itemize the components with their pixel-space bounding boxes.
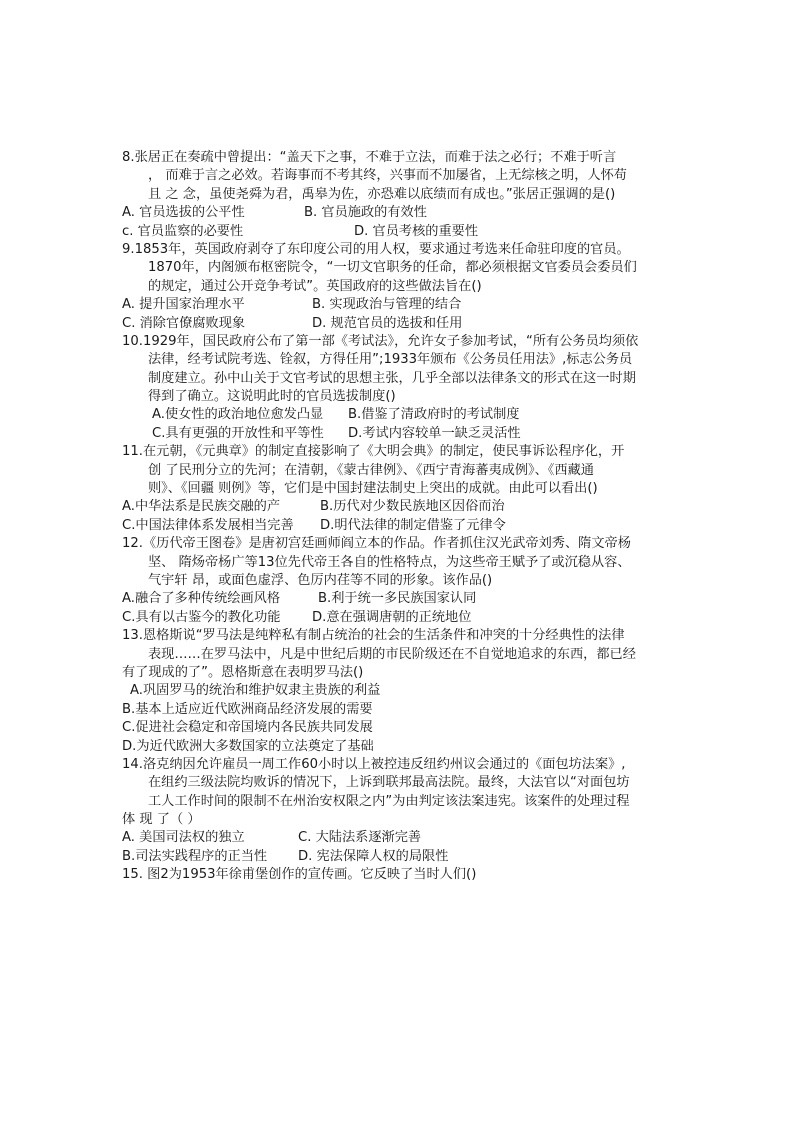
question-9 — [122, 241, 662, 333]
question-8-stem-line-3: 且 之 念，虽使尧舜为君，禹皋为佐，亦恐难以底绩而有成也。”张居正强调的是() — [148, 186, 616, 202]
question-13-option-a[interactable]: A.巩固罗马的统治和维护奴隶主贵族的利益 — [130, 683, 381, 699]
question-8-stem-line-1: 8.张居正在奏疏中曾提出：“盖天下之事，不难于立法，而难于法之必行；不难于听言 — [122, 150, 617, 165]
question-11-option-d[interactable]: D.明代法律的制定借鉴了元律令 — [320, 517, 506, 533]
question-list — [122, 149, 662, 885]
question-8-option-d[interactable]: D. 官员考核的重要性 — [354, 223, 479, 239]
question-9-option-b[interactable]: B. 实现政治与管理的结合 — [312, 297, 462, 313]
question-10-stem-line-3: 制度建立。孙中山关于文官考试的思想主张，几乎全部以法律条文的形式在这一时期 — [148, 370, 636, 386]
question-8-stem-line-2: ， 而难于言之必效。若诲事而不考其终，兴事而不加屡省，上无综核之明，人怀苟 — [148, 168, 627, 184]
question-8-option-c[interactable]: c. 官员监察的必要性 — [122, 223, 244, 239]
question-8-option-a[interactable]: A. 官员选拔的公平性 — [122, 205, 245, 221]
question-11-option-c[interactable]: C.中国法律体系发展相当完善 — [122, 517, 294, 533]
question-13-stem-line-2: 表现……在罗马法中，凡是中世纪后期的市民阶级还在不自觉地追求的东西，都已经 — [148, 646, 636, 662]
question-14-options-row-2 — [122, 848, 662, 866]
question-14-option-c[interactable]: C. 大陆法系逐渐完善 — [298, 830, 422, 846]
question-12-stem-line-1: 12.《历代帝王图卷》是唐初宫廷画师阎立本的作品。作者抓住汉光武帝刘秀、隋文帝杨 — [122, 536, 631, 552]
question-13-option-d[interactable]: D.为近代欧洲大多数国家的立法奠定了基础 — [122, 738, 374, 754]
question-9-option-c[interactable]: C. 消除官僚腐败现象 — [122, 315, 246, 331]
question-15 — [122, 866, 662, 884]
question-13-stem-line-1: 13.恩格斯说“罗马法是纯粹私有制占统治的社会的生活条件和冲突的十分经典性的法律 — [122, 628, 625, 644]
question-11 — [122, 443, 662, 535]
question-13-option-b[interactable]: B.基本上适应近代欧洲商品经济发展的需要 — [122, 701, 373, 717]
question-11-stem-line-1: 11.在元朝，《元典章》的制定直接影响了《大明会典》的制定，使民事诉讼程序化，开 — [122, 444, 625, 460]
question-12-options-row-1 — [122, 590, 662, 608]
question-11-options-row-2 — [122, 517, 662, 535]
question-11-option-a[interactable]: A.中华法系是民族交融的产 — [122, 499, 281, 515]
question-13 — [122, 627, 662, 756]
question-11-stem-line-2: 创 了民刑分立的先河；在清朝，《蒙古律例》、《西宁青海蕃夷成例》、《西藏通 — [148, 462, 594, 478]
question-14-stem-line-1: 14.洛克纳因允许雇员一周工作60小时以上被控违反纽约州议会通过的《面包坊法案》, — [122, 756, 626, 772]
question-12-option-d[interactable]: D.意在强调唐朝的正统地位 — [312, 609, 472, 625]
question-12 — [122, 535, 662, 627]
question-9-stem-line-1: 9.1853年，英国政府剥夺了东印度公司的用人权，要求通过考选来任命驻印度的官员。 — [122, 241, 630, 257]
question-9-stem-line-2: 1870年，内阁颁布枢密院令，“一切文官职务的任命，都必须根据文官委员会委员们 — [148, 260, 637, 276]
question-14-option-a[interactable]: A. 美国司法权的独立 — [122, 830, 245, 846]
question-14-stem-line-4: 体 现 了（ ） — [122, 812, 201, 828]
question-12-option-b[interactable]: B.利于统一多民族国家认同 — [318, 591, 477, 607]
question-12-stem-line-3: 气宇轩 昂，或面色虚浮、色厉内荏等不同的形象。该作品() — [148, 572, 493, 588]
question-10-option-b[interactable]: B.借鉴了清政府时的考试制度 — [348, 407, 520, 423]
question-10-option-c[interactable]: C.具有更强的开放性和平等性 — [152, 425, 324, 441]
question-14 — [122, 756, 662, 866]
question-12-stem-line-2: 坚、 隋炀帝杨广等13位先代帝王各自的性格特点，为这些帝王赋予了或沉稳从容、 — [148, 554, 631, 570]
question-9-option-d[interactable]: D. 规范官员的选拔和任用 — [312, 315, 463, 331]
question-11-option-b[interactable]: B.历代对少数民族地区因俗而治 — [320, 499, 505, 515]
question-10-stem-line-2: 法律，经考试院考选、铨叙，方得任用”;1933年颁布《公务员任用法》,标志公务员 — [148, 352, 633, 368]
question-11-options-row-1 — [122, 498, 662, 516]
question-9-stem-line-3: 的规定，通过公开竞争考试”。英国政府的这些做法旨在() — [148, 278, 482, 294]
question-8-options-row-2 — [122, 223, 662, 241]
question-8-options-row-1 — [122, 204, 662, 222]
question-12-options-row-2 — [122, 609, 662, 627]
question-13-stem-line-3: 有了现成的了”。恩格斯意在表明罗马法() — [122, 664, 364, 680]
question-9-options-row-2 — [122, 315, 662, 333]
question-12-option-a[interactable]: A.融合了多种传统绘画风格 — [122, 591, 281, 607]
question-10-options-row-2 — [122, 425, 662, 443]
question-12-option-c[interactable]: C.具有以古鉴今的教化功能 — [122, 609, 281, 625]
question-9-option-a[interactable]: A. 提升国家治理水平 — [122, 297, 245, 313]
question-10 — [122, 333, 662, 443]
question-9-options-row-1 — [122, 296, 662, 314]
question-10-options-row-1 — [122, 406, 662, 424]
question-10-option-a[interactable]: A.使女性的政治地位愈发凸显 — [152, 407, 324, 423]
question-14-option-b[interactable]: B.司法实践程序的正当性 — [122, 848, 268, 864]
question-15-stem-line-1: 15. 图2为1953年徐甫堡创作的宣传画。它反映了当时人们() — [122, 867, 477, 883]
question-14-stem-line-3: 工人工作时间的限制不在州治安权限之内”为由判定该法案违宪。该案件的处理过程 — [148, 793, 630, 809]
question-10-stem-line-4: 得到了确立。这说明此时的官员选拔制度() — [148, 389, 396, 405]
question-13-option-c[interactable]: C.促进社会稳定和帝国境内各民族共同发展 — [122, 720, 373, 736]
question-8 — [122, 149, 662, 241]
question-10-stem-line-1: 10.1929年，国民政府公布了第一部《考试法》，允许女子参加考试，“所有公务员均须依 — [122, 333, 639, 349]
question-14-stem-line-2: 在组约三级法院均败诉的情况下，上诉到联邦最高法院。最终，大法官以“对面包坊 — [148, 775, 630, 791]
question-14-options-row-1 — [122, 829, 662, 847]
question-14-option-d[interactable]: D. 宪法保障人权的局限性 — [298, 848, 449, 864]
question-8-option-b[interactable]: B. 官员施政的有效性 — [304, 205, 427, 221]
question-11-stem-line-3: 则》、《回疆 则例》等，它们是中国封建法制史上突出的成就。由此可以看出() — [148, 481, 598, 497]
question-10-option-d[interactable]: D.考试内容较单一缺乏灵活性 — [348, 425, 521, 441]
